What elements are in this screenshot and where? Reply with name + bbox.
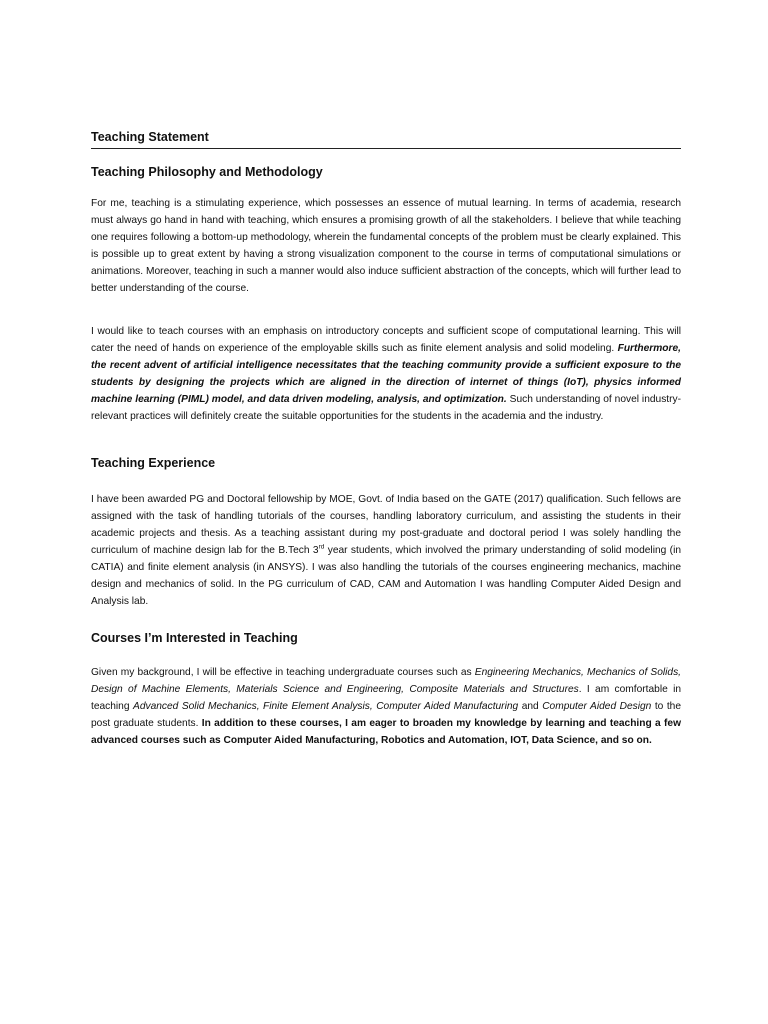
courses-text-3: and xyxy=(518,701,543,712)
courses-text-2: . I am comfortable in teaching xyxy=(91,684,681,712)
philosophy-p2-emphasis: Furthermore, the recent advent of artificial intelligence necessitates that the teaching community provide a sufficient exposure to the students by designing the projects which are aligned in the direction of internet of things (IoT), physics informed machine learning (PIML) model, and data driven modeling, analysis, and optimization. xyxy=(91,343,681,405)
section-heading-philosophy: Teaching Philosophy and Methodology xyxy=(91,165,323,179)
experience-text-a: I have been awarded PG and Doctoral fellowship by MOE, Govt. of India based on the GATE (2017) qualification. Such fellows are assigned with the task of handling tutorials of the courses, handling laboratory curriculum, and assisting the students in their academic projects and thesis. As a teaching assistant during my post-graduate and doctoral period I was solely handling the curriculum of machine design lab for the B.Tech 3 xyxy=(91,494,681,556)
courses-italic-2: Advanced Solid Mechanics, Finite Element Analysis, Computer Aided Manufacturing xyxy=(133,701,519,712)
experience-paragraph xyxy=(91,491,681,610)
courses-text-1: Given my background, I will be effective in teaching undergraduate courses such as xyxy=(91,667,475,678)
philosophy-p2-text-a: I would like to teach courses with an emphasis on introductory concepts and sufficient scope of computational learning. This will cater the need of hands on experience of the employable skills such as finite element analysis and solid modeling. xyxy=(91,326,681,354)
philosophy-p2-text-c: Such understanding of novel industry-relevant practices will definitely create the suitable opportunities for the students in the academia and the industry. xyxy=(91,394,681,422)
courses-italic-3: Computer Aided Design xyxy=(542,701,652,712)
experience-text-b: year students, which involved the primary understanding of solid modeling (in CATIA) and finite element analysis (in ANSYS). I was also handling the tutorials of the courses engineering mechanics, machine design and mechanics of solid. In the PG curriculum of CAD, CAM and Automation I was handling Computer Aided Design and Analysis lab. xyxy=(91,545,681,607)
courses-paragraph xyxy=(91,664,681,749)
courses-bold-1: In addition to these courses, I am eager to broaden my knowledge by learning and teaching a few advanced courses such as Computer Aided Manufacturing, Robotics and Automation, IOT, Data Science, and so on. xyxy=(91,718,681,746)
section-heading-experience: Teaching Experience xyxy=(91,456,216,470)
courses-italic-1: Engineering Mechanics, Mechanics of Solids, Design of Machine Elements, Materials Science and Engineering, Composite Materials and Structures xyxy=(91,667,681,695)
philosophy-paragraph-1: For me, teaching is a stimulating experience, which possesses an essence of mutual learning. In terms of academia, research must always go hand in hand with teaching, which ensures a promising growth of all the stakeholders. I believe that while teaching one requires following a bottom-up methodology, wherein the fundamental concepts of the problem must be clearly explained. This is possible up to great extent by having a strong visualization component to the course in terms of computational simulations or animations. Moreover, teaching in such a manner would also induce sufficient abstraction of the concepts, which will further lead to better understanding of the course. xyxy=(91,198,681,294)
philosophy-paragraph-2 xyxy=(91,323,681,425)
section-heading-courses: Courses I’m Interested in Teaching xyxy=(91,631,298,645)
courses-text-4: to the post graduate students. xyxy=(91,701,681,729)
document-title: Teaching Statement xyxy=(91,130,681,149)
experience-superscript: rd xyxy=(318,543,325,551)
